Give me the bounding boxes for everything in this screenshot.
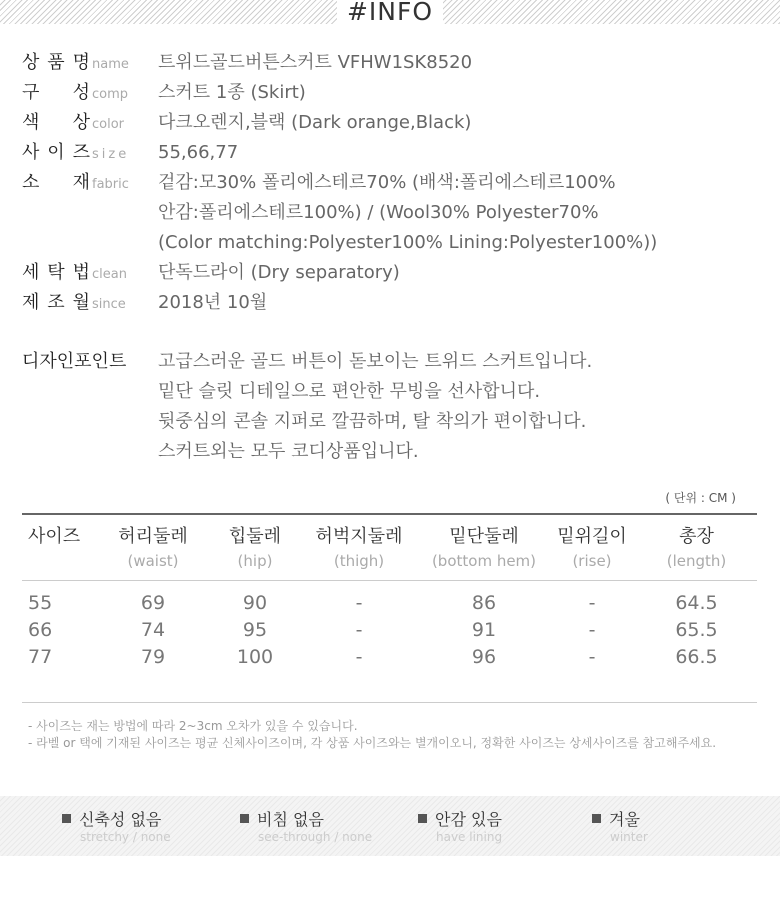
table-row: [22, 589, 757, 616]
attribute-stretch: 신축성 없음 stretchy / none: [62, 811, 171, 845]
info-sublabel: name: [92, 57, 129, 72]
header-length: 총장 (length): [666, 526, 727, 570]
attribute-lining: 안감 있음 have lining: [418, 811, 502, 845]
table-cell: -: [355, 591, 363, 614]
info-sublabel: clean: [92, 267, 127, 282]
material-line: 안감:폴리에스테르100%) / (Wool30% Polyester70%: [158, 202, 599, 223]
size-notes: [28, 718, 716, 752]
info-sublabel: comp: [92, 87, 129, 102]
info-sublabel: since: [92, 297, 126, 312]
table-cell: 66.5: [675, 645, 718, 668]
design-point-line: 밑단 슬릿 디테일으로 편안한 무빙을 선사합니다.: [158, 381, 541, 402]
info-sublabel: size: [92, 147, 130, 162]
material-line: 겉감:모30% 폴리에스테르70% (배색:폴리에스테르100%: [158, 172, 616, 193]
section-title: [0, 0, 780, 26]
square-bullet-icon: [240, 814, 249, 823]
design-point-line: 뒷중심의 콘솔 지퍼로 깔끔하며, 탈 착의가 편이합니다.: [158, 411, 587, 432]
info-row-product: [22, 48, 762, 78]
header-hip: 힙둘레 (hip): [228, 526, 282, 570]
table-cell: 91: [471, 618, 497, 641]
table-cell: 65.5: [675, 618, 718, 641]
design-point-label: 디자인포인트: [22, 351, 127, 372]
square-bullet-icon: [418, 814, 427, 823]
note-line: - 사이즈는 재는 방법에 따라 2~3cm 오차가 있을 수 있습니다.: [28, 719, 358, 733]
design-point-line: 스커트외는 모두 코디상품입니다.: [158, 441, 419, 462]
info-value: 2018년 10월: [158, 292, 268, 313]
table-cell: 79: [140, 645, 166, 668]
table-cell: 100: [236, 645, 274, 668]
info-label: 세 탁 법: [22, 262, 90, 283]
info-value: 단독드라이 (Dry separatory): [158, 262, 400, 283]
header-bottom-hem: 밑단둘레 (bottom hem): [431, 526, 537, 570]
table-cell: 95: [242, 618, 268, 641]
info-row-material: [22, 168, 762, 258]
square-bullet-icon: [62, 814, 71, 823]
info-value: 스커트 1종 (Skirt): [158, 82, 306, 103]
size-table-header: [22, 515, 757, 581]
header-rise: 밑위길이 (rise): [557, 526, 627, 570]
table-cell: 55: [28, 591, 53, 614]
table-cell: -: [588, 645, 596, 668]
size-table-body: [22, 581, 757, 703]
info-value: [158, 168, 657, 258]
info-label: 사 이 즈: [22, 142, 90, 163]
table-cell: -: [355, 618, 363, 641]
table-cell: 66: [28, 618, 53, 641]
table-cell: 77: [28, 645, 53, 668]
section-title-text: #INFO: [337, 0, 443, 26]
table-cell: -: [588, 618, 596, 641]
info-label: 상 품 명: [22, 52, 90, 73]
table-cell: 96: [471, 645, 497, 668]
attribute-see-through: 비침 없음 see-through / none: [240, 811, 372, 845]
info-value: 트위드골드버튼스커트 VFHW1SK8520: [158, 52, 473, 73]
table-cell: -: [588, 591, 596, 614]
info-value: 다크오렌지,블랙 (Dark orange,Black): [158, 112, 472, 133]
size-table: [22, 513, 757, 703]
info-label: 소 재: [22, 172, 90, 193]
header-thigh: 허벅지둘레 (thigh): [315, 526, 403, 570]
table-cell: 90: [242, 591, 268, 614]
material-line: (Color matching:Polyester100% Lining:Polyester100%)): [158, 232, 658, 253]
info-value: 55,66,77: [158, 142, 239, 163]
table-cell: 64.5: [675, 591, 718, 614]
info-row-composition: [22, 78, 762, 108]
design-point-line: 고급스러운 골드 버튼이 돋보이는 트위드 스커트입니다.: [158, 351, 593, 372]
table-cell: -: [355, 645, 363, 668]
table-row: [22, 643, 757, 670]
size-unit: ( 단위 : CM ): [665, 491, 736, 505]
table-cell: 74: [140, 618, 166, 641]
header-waist: 허리둘레 (waist): [118, 526, 188, 570]
info-label: 제 조 월: [22, 292, 90, 313]
header-size: 사이즈: [28, 526, 81, 547]
info-row-color: [22, 108, 762, 138]
table-row: [22, 616, 757, 643]
info-label: 구 성: [22, 82, 90, 103]
info-row-size: [22, 138, 762, 168]
info-sublabel: fabric: [92, 177, 129, 192]
product-info: [22, 48, 762, 318]
note-line: - 라벨 or 택에 기재된 사이즈는 평균 신체사이즈이며, 각 상품 사이즈와는 별개이오니, 정확한 사이즈는 상세사이즈를 참고해주세요.: [28, 736, 717, 750]
square-bullet-icon: [592, 814, 601, 823]
info-sublabel: color: [92, 117, 125, 132]
design-point: [22, 347, 762, 467]
attribute-season: 겨울 winter: [592, 811, 648, 845]
table-cell: 69: [140, 591, 166, 614]
info-row-care: [22, 258, 762, 288]
info-row-made: [22, 288, 762, 318]
table-cell: 86: [471, 591, 497, 614]
info-label: 색 상: [22, 112, 90, 133]
design-point-text: [158, 347, 592, 467]
